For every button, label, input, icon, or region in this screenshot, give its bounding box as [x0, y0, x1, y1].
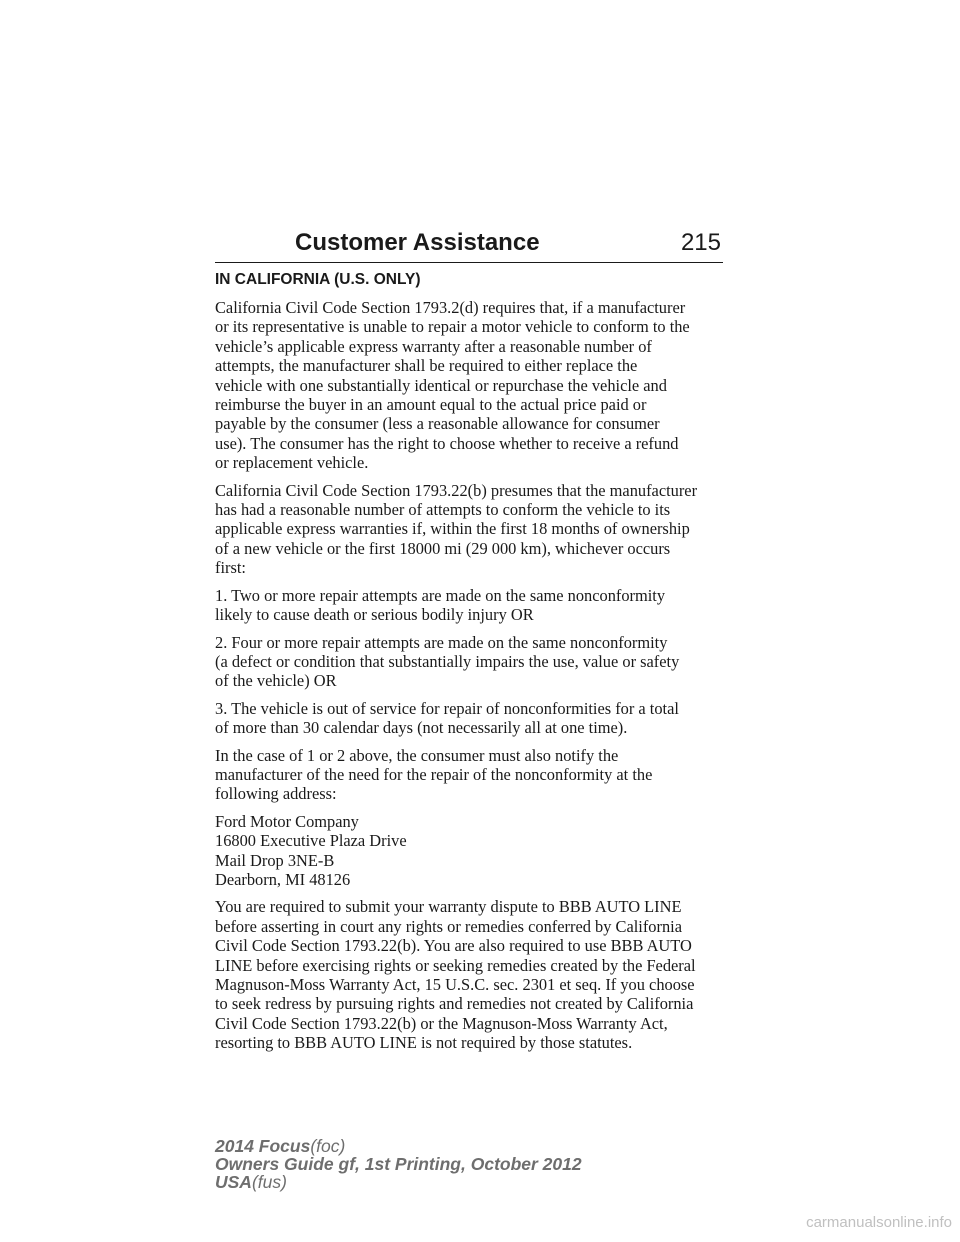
text-line: use). The consumer has the right to choose whether to receive a refund [215, 433, 679, 453]
text-line: 1. Two or more repair attempts are made on the same nonconformity [215, 585, 666, 605]
address-line: Mail Drop 3NE-B [215, 850, 335, 870]
text-line: vehicle’s applicable express warranty after a reasonable number of [215, 336, 652, 356]
text-line: California Civil Code Section 1793.22(b) presumes that the manufacturer [215, 480, 698, 500]
address-line: Ford Motor Company [215, 811, 359, 831]
text-line: California Civil Code Section 1793.2(d) requires that, if a manufacturer [215, 298, 686, 317]
watermark-text: carmanualsonline.info [806, 1214, 952, 1231]
text-line: or its representative is unable to repair a motor vehicle to conform to the [215, 317, 690, 337]
footer-printing-line: Owners Guide gf, 1st Printing, October 2012 [215, 1154, 582, 1174]
text-line: Magnuson-Moss Warranty Act, 15 U.S.C. sec. 2301 et seq. If you choose [215, 975, 695, 994]
text-line: of the vehicle) OR [215, 671, 337, 691]
paragraph-bbb-auto-line [215, 897, 725, 1052]
list-item-3 [215, 699, 725, 738]
mailing-address [215, 812, 725, 890]
paragraph-california-1793-2 [215, 298, 725, 473]
footer-market: USA [215, 1172, 252, 1192]
text-line: You are required to submit your warranty dispute to BBB AUTO LINE [215, 897, 682, 917]
address-line: Dearborn, MI 48126 [215, 869, 351, 889]
text-line: LINE before exercising rights or seeking remedies created by the Federal [215, 955, 696, 975]
footer-model-code: (foc) [310, 1136, 346, 1156]
text-line: before asserting in court any rights or remedies conferred by California [215, 916, 682, 936]
page-content [215, 268, 725, 1061]
page-footer [215, 1137, 582, 1191]
footer-market-code: (fus) [251, 1172, 287, 1192]
text-line: to seek redress by pursuing rights and remedies not created by California [215, 994, 694, 1014]
text-line: 2. Four or more repair attempts are made on the same nonconformity [215, 632, 668, 652]
text-line: reimburse the buyer in an amount equal to the actual price paid or [215, 395, 647, 415]
page-number: 215 [680, 229, 721, 256]
text-line: payable by the consumer (less a reasonable allowance for consumer [215, 414, 660, 434]
text-line: In the case of 1 or 2 above, the consumer must also notify the [215, 745, 619, 765]
list-item-1 [215, 586, 725, 625]
chapter-title: Customer Assistance [295, 229, 540, 256]
text-line: (a defect or condition that substantially impairs the use, value or safety [215, 651, 680, 671]
footer-market-line [215, 1173, 582, 1191]
text-line: vehicle with one substantially identical or repurchase the vehicle and [215, 375, 667, 395]
section-heading: IN CALIFORNIA (U.S. ONLY) [215, 271, 421, 288]
text-line: has had a reasonable number of attempts to conform the vehicle to its [215, 500, 671, 520]
paragraph-notify [215, 746, 725, 804]
list-item-2 [215, 633, 725, 691]
text-line: likely to cause death or serious bodily injury OR [215, 605, 534, 625]
text-line: manufacturer of the need for the repair of the nonconformity at the [215, 764, 653, 784]
text-line: first: [215, 558, 246, 578]
footer-model-line [215, 1137, 582, 1155]
text-line: applicable express warranties if, within the first 18 months of ownership [215, 519, 690, 539]
page-header [215, 228, 723, 263]
text-line: of a new vehicle or the first 18000 mi (29 000 km), whichever occurs [215, 538, 671, 558]
text-line: of more than 30 calendar days (not necessarily all at one time). [215, 718, 628, 738]
footer-model: 2014 Focus [215, 1136, 311, 1156]
paragraph-california-1793-22 [215, 481, 725, 578]
address-line: 16800 Executive Plaza Drive [215, 831, 407, 851]
text-line: resorting to BBB AUTO LINE is not required by those statutes. [215, 1033, 633, 1053]
text-line: 3. The vehicle is out of service for repair of nonconformities for a total [215, 698, 679, 718]
text-line: or replacement vehicle. [215, 453, 369, 473]
text-line: following address: [215, 784, 337, 804]
text-line: Civil Code Section 1793.22(b) or the Magnuson-Moss Warranty Act, [215, 1013, 668, 1033]
text-line: attempts, the manufacturer shall be required to either replace the [215, 356, 638, 376]
text-line: Civil Code Section 1793.22(b). You are also required to use BBB AUTO [215, 936, 692, 956]
